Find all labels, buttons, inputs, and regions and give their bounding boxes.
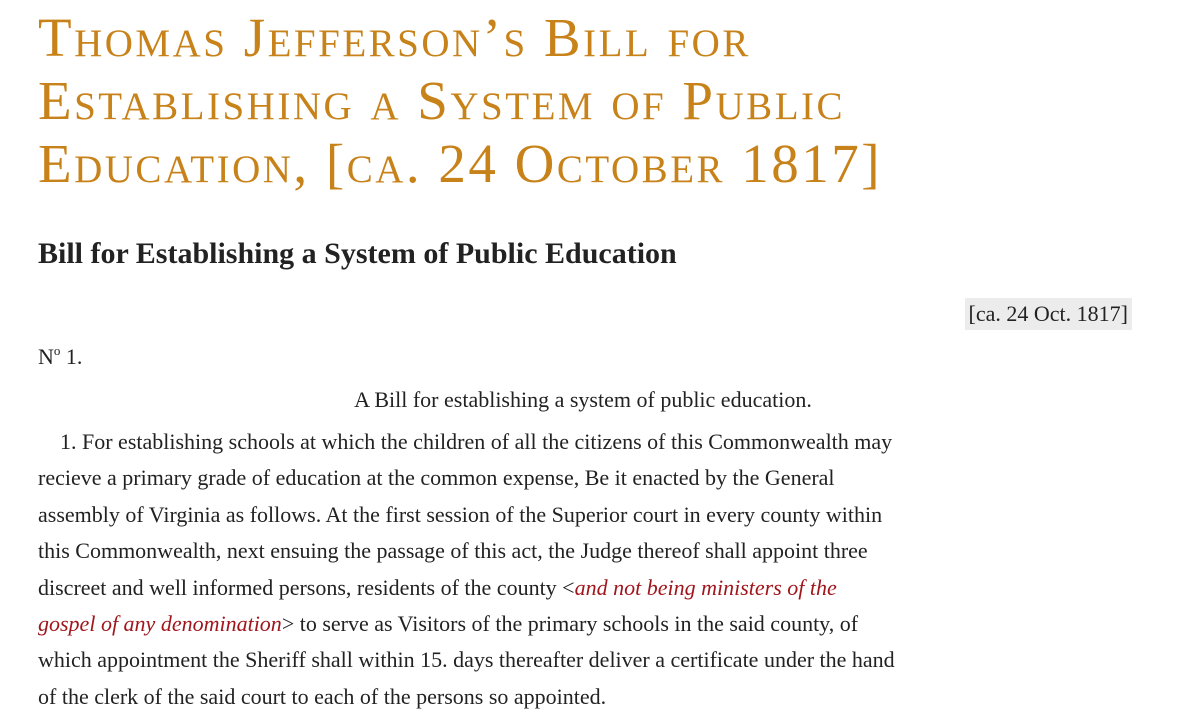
body-line-6-text: > to serve as Visitors of the primary schools in the said county, of [281,611,859,637]
body-line-2: recieve a primary grade of education at the common expense, Be it enacted by the General [38,465,835,491]
body-line-3: assembly of Virginia as follows. At the first session of the Superior court in every county within [38,501,883,527]
page-title [38,6,1178,195]
bill-number-superscript: o [53,343,61,358]
bill-number-value: 1. [60,344,83,369]
body-line-8: of the clerk of the said court to each of the persons so appointed. [38,683,607,709]
document-subtitle: Bill for Establishing a System of Public Education [38,237,677,270]
page-title-line-2: Establishing a System of Public [38,70,846,131]
inserted-text: gospel of any denomination [38,611,282,637]
body-line-1: 1. For establishing schools at which the children of all the citizens of this Commonwealth may [60,429,893,454]
body-line-5-text: discreet and well informed persons, residents of the county < [38,574,575,600]
page-title-line-1: Thomas Jefferson’s Bill for [38,7,751,68]
body-line-6 [38,606,1148,642]
date-badge: [ca. 24 Oct. 1817] [965,298,1132,330]
bill-heading: A Bill for establishing a system of public education. [354,387,812,412]
bill-body-paragraph [38,424,1148,715]
body-line-7: which appointment the Sheriff shall within 15. days thereafter deliver a certificate under the hand [38,647,895,673]
body-line-4: this Commonwealth, next ensuing the passage of this act, the Judge thereof shall appoint three [38,538,868,564]
bill-number [38,340,82,374]
bill-number-letter: N [38,344,54,369]
body-line-5 [38,570,1148,606]
page-title-line-3: Education, [ca. 24 October 1817] [38,133,883,194]
inserted-text: and not being ministers of the [574,574,837,600]
